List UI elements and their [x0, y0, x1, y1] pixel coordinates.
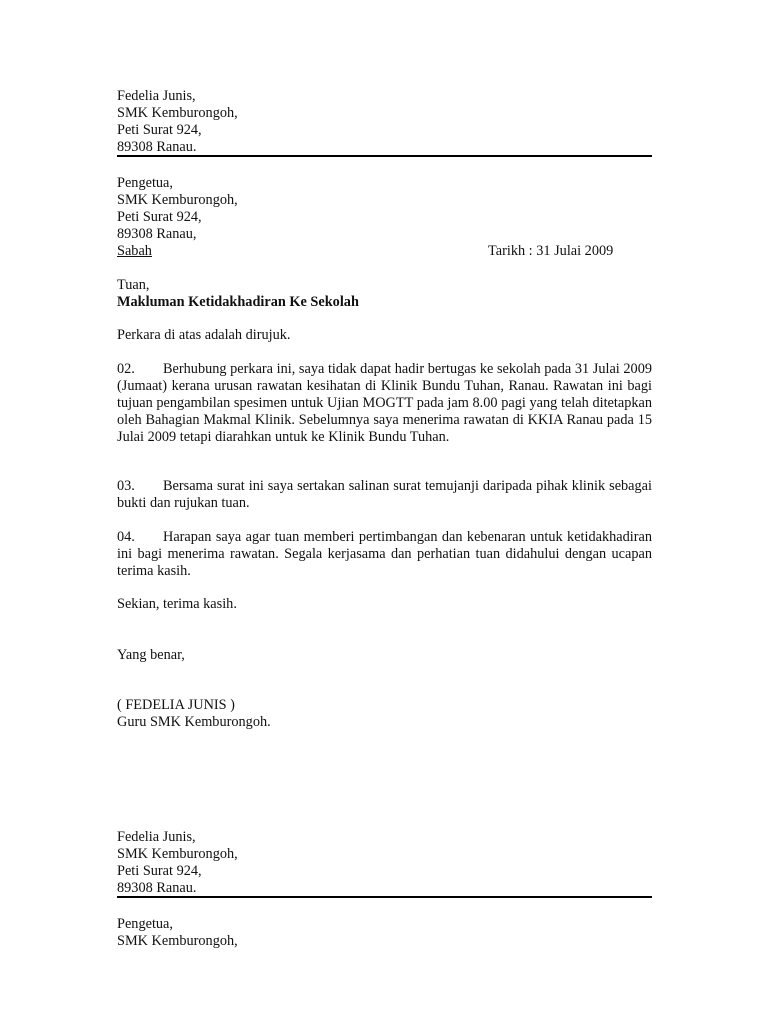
- header-divider: [117, 155, 652, 157]
- header2-divider: [117, 896, 652, 898]
- recipient2-title: Pengetua,: [117, 916, 173, 932]
- paragraph-04: [117, 529, 652, 580]
- sender2-name: Fedelia Junis,: [117, 829, 196, 845]
- recipient-postcode: 89308 Ranau,: [117, 226, 197, 242]
- subject-heading: Makluman Ketidakhadiran Ke Sekolah: [117, 294, 359, 310]
- paragraph-text: Harapan saya agar tuan memberi pertimbangan dan kebenaran untuk ketidakhadiran ini bagi menerima rawatan. Segala kerjasama dan perhatian tuan didahului dengan ucapan terima kasih.: [117, 529, 652, 579]
- reference-line: Perkara di atas adalah dirujuk.: [117, 327, 291, 343]
- paragraph-02: [117, 361, 652, 446]
- paragraph-text: Berhubung perkara ini, saya tidak dapat hadir bertugas ke sekolah pada 31 Julai 2009 (Jumaat) kerana urusan rawatan kesihatan di Klinik Bundu Tuhan, Ranau. Rawatan ini bagi tujuan pengambilan spesimen untuk Ujian MOGTT pada jam 8.00 pagi yang telah ditetapkan oleh Bahagian Makmal Klinik. Sebelumnya saya menerima rawatan di KKIA Ranau pada 15 Julai 2009 tetapi diarahkan untuk ke Klinik Bundu Tuhan.: [117, 361, 652, 445]
- sender-school: SMK Kemburongoh,: [117, 105, 238, 121]
- sender2-postcode: 89308 Ranau.: [117, 880, 197, 896]
- paragraph-03: [117, 478, 652, 512]
- closing-line: Sekian, terima kasih.: [117, 596, 237, 612]
- paragraph-number: 03.: [117, 478, 135, 494]
- letter-date: Tarikh : 31 Julai 2009: [488, 243, 614, 259]
- letter-page: [117, 0, 652, 1024]
- signature-name: ( FEDELIA JUNIS ): [117, 697, 235, 713]
- recipient-title: Pengetua,: [117, 175, 173, 191]
- sender2-box: Peti Surat 924,: [117, 863, 202, 879]
- paragraph-number: 04.: [117, 529, 135, 545]
- sign-off: Yang benar,: [117, 647, 185, 663]
- sender-postcode: 89308 Ranau.: [117, 139, 197, 155]
- paragraph-number: 02.: [117, 361, 135, 377]
- recipient-school: SMK Kemburongoh,: [117, 192, 238, 208]
- signature-title: Guru SMK Kemburongoh.: [117, 714, 271, 730]
- sender-name: Fedelia Junis,: [117, 88, 196, 104]
- salutation: Tuan,: [117, 277, 150, 293]
- recipient-box: Peti Surat 924,: [117, 209, 202, 225]
- paragraph-text: Bersama surat ini saya sertakan salinan surat temujanji daripada pihak klinik sebagai bukti dan rujukan tuan.: [117, 478, 652, 511]
- recipient2-school: SMK Kemburongoh,: [117, 933, 238, 949]
- recipient-state: Sabah: [117, 243, 152, 259]
- sender-box: Peti Surat 924,: [117, 122, 202, 138]
- sender2-school: SMK Kemburongoh,: [117, 846, 238, 862]
